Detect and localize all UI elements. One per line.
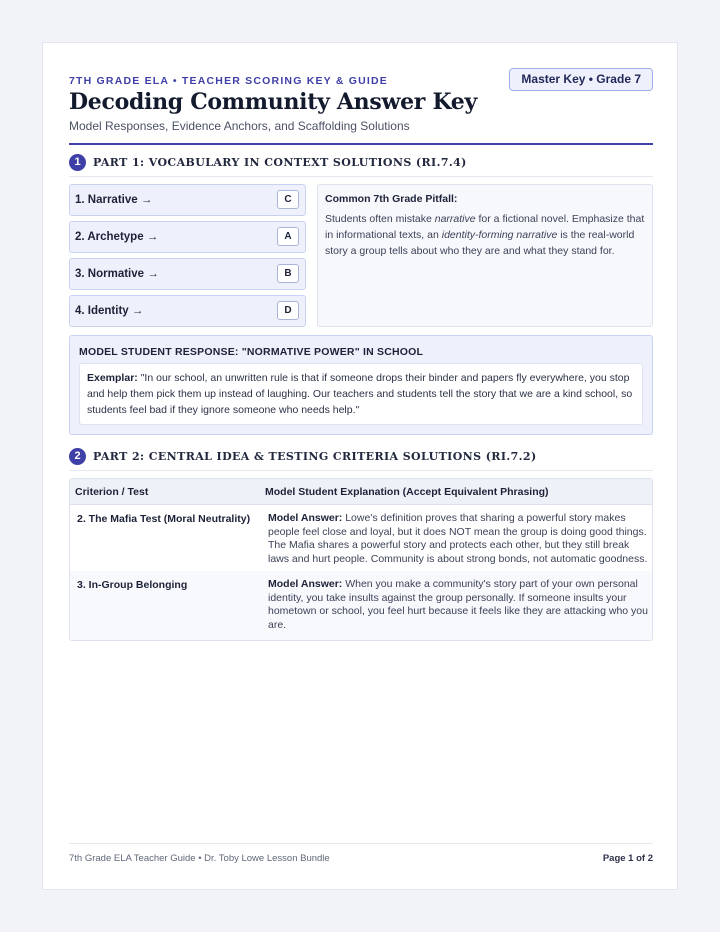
- page-header: [69, 67, 653, 145]
- table-row: [70, 571, 652, 641]
- vocab-answer-box: C: [277, 190, 299, 209]
- vocab-answer-box: B: [277, 264, 299, 283]
- part2-heading: [69, 443, 653, 471]
- criteria-table: [69, 478, 653, 641]
- criterion-cell: 2. The Mafia Test (Moral Neutrality): [77, 513, 251, 525]
- vocab-item-normative: [69, 258, 306, 290]
- vocab-item-identity: [69, 295, 306, 327]
- part1-number-badge: 1: [69, 154, 86, 171]
- criterion-cell: 3. In-Group Belonging: [77, 579, 188, 591]
- model-response-box: [69, 335, 653, 435]
- vocab-term: 2. Archetype →: [75, 231, 159, 243]
- vocab-term: 3. Normative →: [75, 268, 159, 280]
- pitfall-text: Students often mistake narrative for a fictional novel. Emphasize that in informational texts, an identity-forming narrative is the real-world story a group tells about who they are and what they stand for.: [325, 213, 645, 257]
- part2-title: PART 2: CENTRAL IDEA & TESTING CRITERIA SOLUTIONS (RI.7.2): [93, 450, 537, 463]
- vocab-term: 1. Narrative →: [75, 194, 153, 206]
- page-number: Page 1 of 2: [602, 853, 653, 864]
- vocab-item-archetype: [69, 221, 306, 253]
- answer-key-page: [42, 42, 678, 890]
- table-header: [70, 479, 652, 505]
- table-row: [70, 505, 652, 571]
- master-key-badge: Master Key • Grade 7: [509, 68, 653, 91]
- page-subtitle: Model Responses, Evidence Anchors, and Scaffolding Solutions: [69, 119, 410, 133]
- vocab-item-narrative: [69, 184, 306, 216]
- pitfall-heading: Common 7th Grade Pitfall:: [325, 193, 458, 205]
- explanation-cell: Model Answer: When you make a community's story part of your own personal identity, you take insults against the group personally. If someone insults your hometown or school, you feel hurt because it feels like they are attacking who you are.: [268, 578, 648, 631]
- vocab-term: 4. Identity →: [75, 305, 144, 317]
- column-header-explanation: Model Student Explanation (Accept Equivalent Phrasing): [265, 486, 549, 498]
- vocab-answer-box: D: [277, 301, 299, 320]
- part2-number-badge: 2: [69, 448, 86, 465]
- model-response-heading: MODEL STUDENT RESPONSE: "NORMATIVE POWER" IN SCHOOL: [79, 346, 424, 358]
- explanation-cell: Model Answer: Lowe's definition proves that sharing a powerful story makes people feel close and loyal, but it does NOT mean the group is doing good things. The Mafia shares a powerful story and protects each other, but they still break laws and hurt people. Community is about strong bonds, not automatic goodness.: [268, 512, 648, 565]
- part1-title: PART 1: VOCABULARY IN CONTEXT SOLUTIONS (RI.7.4): [93, 156, 467, 169]
- page-title: Decoding Community Answer Key: [69, 89, 477, 115]
- pitfall-callout: [317, 184, 653, 327]
- column-header-criterion: Criterion / Test: [75, 486, 149, 498]
- exemplar-text: Exemplar: "In our school, an unwritten rule is that if someone drops their binder and papers fly everywhere, you stop and help them pick them up instead of laughing. Our teachers and students tell the story that we are a kind school, so students feel bad if they ignore someone who needs help.": [79, 363, 643, 425]
- part1-heading: [69, 149, 653, 177]
- footer-credit: 7th Grade ELA Teacher Guide • Dr. Toby Lowe Lesson Bundle: [69, 853, 330, 864]
- vocab-answer-box: A: [277, 227, 299, 246]
- exemplar-label: Exemplar:: [87, 372, 138, 384]
- header-kicker: 7TH GRADE ELA • TEACHER SCORING KEY & GUIDE: [69, 75, 388, 87]
- page-footer: [69, 843, 653, 873]
